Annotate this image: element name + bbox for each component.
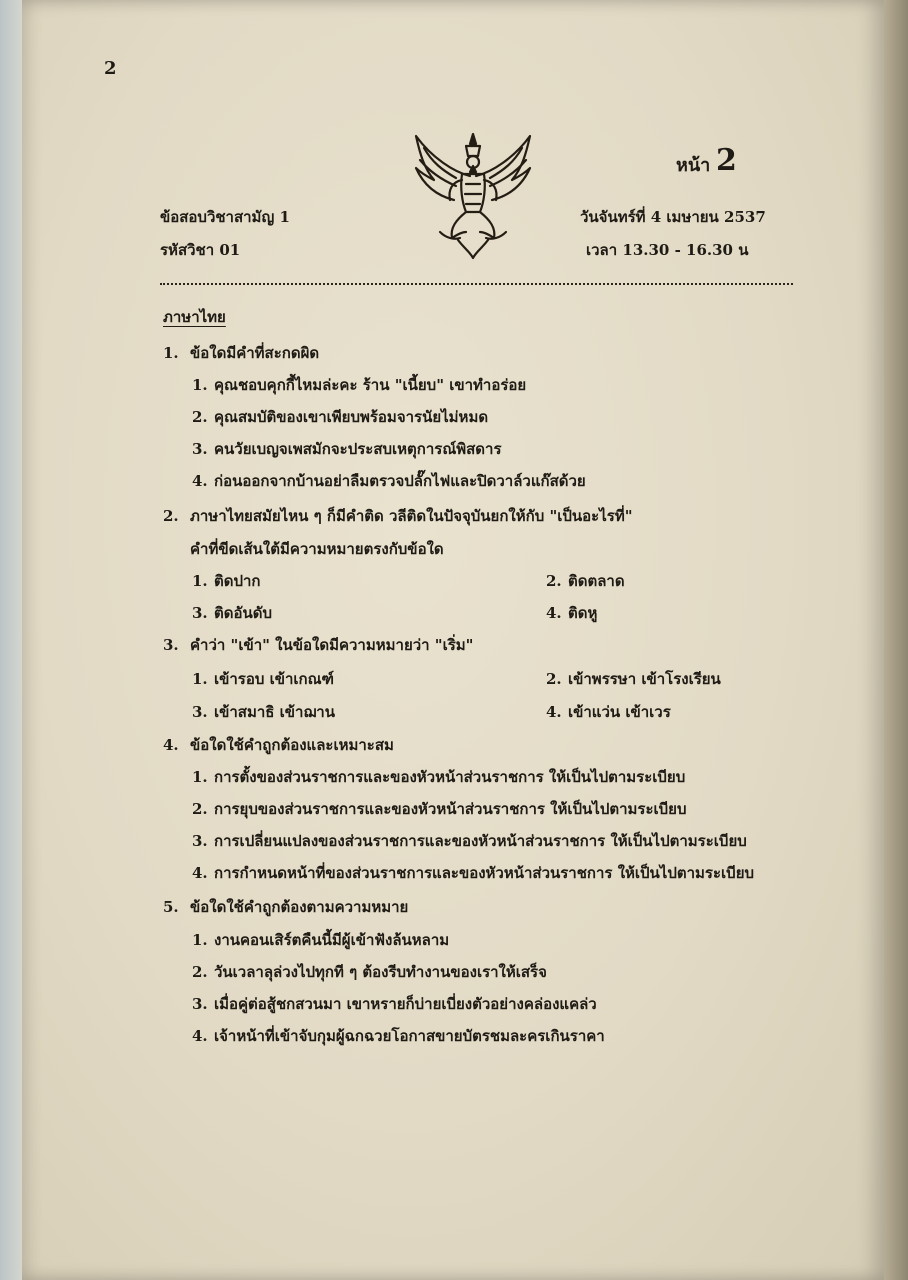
question-text: ภาษาไทยสมัยไหน ๆ ก็มีคำติด วลีติดในปัจจุบันยกให้กับ "เป็นอะไรที่" [190,507,633,525]
q4-option-4 [192,861,754,885]
q4-option-2 [192,797,686,821]
option-text: การกำหนดหน้าที่ของส่วนราชการและของหัวหน้าส่วนราชการ ให้เป็นไปตามระเบียบ [214,864,754,882]
exam-date: วันจันทร์ที่ 4 เมษายน 2537 [580,208,766,226]
option-number: 4. [192,1027,208,1045]
option-text: คนวัยเบญจเพสมักจะประสบเหตุการณ์พิสดาร [214,440,502,458]
page-number: 2 [716,143,737,178]
q2-option-3 [192,601,272,625]
q1-option-2 [192,405,488,429]
question-3 [163,633,474,657]
question-number: 5. [163,898,179,916]
question-text: ข้อใดใช้คำถูกต้องและเหมาะสม [190,736,394,754]
option-number: 2. [546,670,562,688]
option-number: 1. [192,768,208,786]
option-text: วันเวลาลุล่วงไปทุกที ๆ ต้องรีบทำงานของเราให้เสร็จ [214,963,547,981]
question-2 [163,504,633,528]
option-number: 3. [192,604,208,622]
scan-margin-left [0,0,22,1280]
option-number: 1. [192,572,208,590]
q2-option-4 [546,601,597,625]
scan-margin-right [884,0,908,1280]
option-text: เจ้าหน้าที่เข้าจับกุมผู้ฉกฉวยโอกาสขายบัตรชมละครเกินราคา [214,1027,605,1045]
question-text: คำว่า "เข้า" ในข้อใดมีความหมายว่า "เริ่ม" [190,636,474,654]
option-number: 2. [192,800,208,818]
option-number: 4. [546,703,562,721]
option-text: เข้าสมาธิ เข้าฌาน [214,703,335,721]
question-number: 1. [163,344,179,362]
option-text: คุณสมบัติของเขาเพียบพร้อมจารนัยไม่หมด [214,408,489,426]
header-divider [160,283,793,285]
option-text: การยุบของส่วนราชการและของหัวหน้าส่วนราชการ ให้เป็นไปตามระเบียบ [214,800,687,818]
option-text: การเปลี่ยนแปลงของส่วนราชการและของหัวหน้าส่วนราชการ ให้เป็นไปตามระเบียบ [214,832,747,850]
option-number: 3. [192,832,208,850]
option-number: 3. [192,703,208,721]
option-text: ติดปาก [214,572,261,590]
option-number: 1. [192,670,208,688]
q5-option-1 [192,928,449,952]
q3-option-1 [192,667,334,691]
exam-subject: ข้อสอบวิชาสามัญ 1 [160,208,290,226]
option-number: 2. [192,963,208,981]
option-number: 4. [192,864,208,882]
q5-option-3 [192,992,597,1016]
option-text: ติดตลาด [568,572,625,590]
option-text: งานคอนเสิร์ตคืนนี้มีผู้เข้าฟังล้นหลาม [214,931,450,949]
question-text: ข้อใดใช้คำถูกต้องตามความหมาย [190,898,409,916]
garuda-emblem-icon [410,128,536,262]
question-4 [163,733,394,757]
question-number: 4. [163,736,179,754]
q1-option-4 [192,469,586,493]
corner-page-number: 2 [104,58,117,79]
q5-option-4 [192,1024,605,1048]
option-text: การตั้งของส่วนราชการและของหัวหน้าส่วนราชการ ให้เป็นไปตามระเบียบ [214,768,686,786]
option-text: ติดหู [568,604,598,622]
option-text: คุณชอบคุกกี้ไหมล่ะคะ ร้าน "เนี้ยบ" เขาทำอร่อย [214,376,527,394]
q5-option-2 [192,960,547,984]
option-number: 1. [192,376,208,394]
option-text: เข้าแว่น เข้าเวร [568,703,671,721]
q2-option-1 [192,569,261,593]
option-text: ก่อนออกจากบ้านอย่าลืมตรวจปลั๊กไฟและปิดวาล์วแก๊สด้วย [214,472,586,490]
option-number: 4. [546,604,562,622]
question-text: ข้อใดมีคำที่สะกดผิด [190,344,320,362]
question-number: 2. [163,507,179,525]
q4-option-3 [192,829,747,853]
option-text: ติดอันดับ [214,604,273,622]
q3-option-2 [546,667,721,691]
question-number: 3. [163,636,179,654]
option-text: เข้ารอบ เข้าเกณฑ์ [214,670,334,688]
option-text: เมื่อคู่ต่อสู้ชกสวนมา เขาหรายก็บ่ายเบี่ยงตัวอย่างคล่องแคล่ว [214,995,597,1013]
exam-time: เวลา 13.30 - 16.30 น [586,241,749,259]
option-number: 2. [546,572,562,590]
option-number: 4. [192,472,208,490]
q3-option-4 [546,700,671,724]
question-2-subtext: คำที่ขีดเส้นใต้มีความหมายตรงกับข้อใด [190,540,444,558]
page-label: หน้า [676,155,711,176]
option-number: 2. [192,408,208,426]
q2-option-2 [546,569,625,593]
option-number: 1. [192,931,208,949]
question-5 [163,895,408,919]
question-1 [163,341,319,365]
q1-option-1 [192,373,526,397]
q3-option-3 [192,700,335,724]
option-number: 3. [192,995,208,1013]
section-title: ภาษาไทย [163,308,226,326]
option-number: 3. [192,440,208,458]
q1-option-3 [192,437,502,461]
option-text: เข้าพรรษา เข้าโรงเรียน [568,670,721,688]
q4-option-1 [192,765,685,789]
subject-code: รหัสวิชา 01 [160,241,241,259]
